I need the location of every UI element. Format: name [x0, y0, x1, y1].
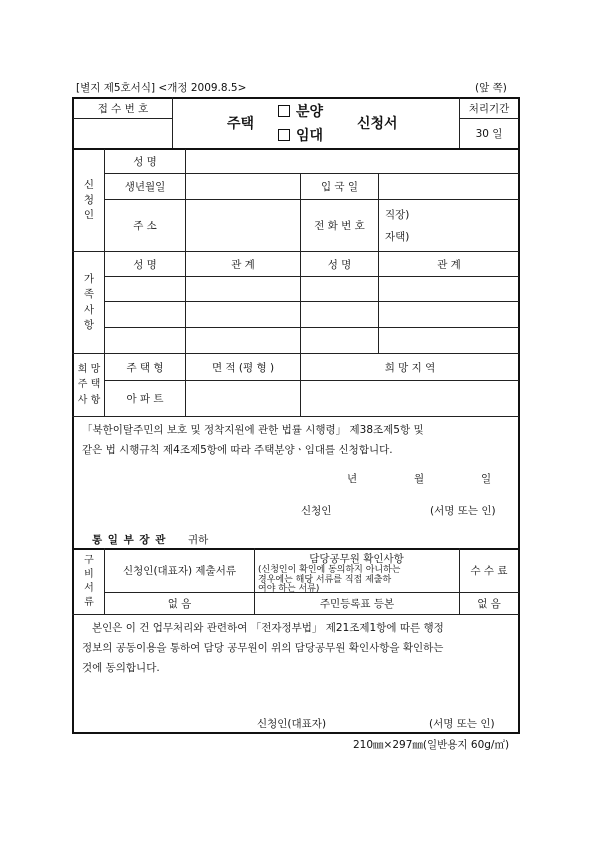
- consent-line-2: 정보의 공동이용을 통하여 담당 공무원이 위의 담당공무원 확인사항을 확인하는: [82, 642, 444, 654]
- family-relation-header-1: 관 계: [231, 258, 255, 271]
- birth-date-label: 생년월일: [124, 181, 166, 193]
- submit-docs-value: 없 음: [167, 598, 192, 610]
- official-check-label: 담당공무원 확인사항: [309, 553, 404, 565]
- form-tag: [별지 제5호서식] <개정 2009.8.5>: [76, 82, 247, 94]
- entry-date-field[interactable]: [379, 174, 519, 199]
- option-rent-label: 임대: [296, 128, 324, 144]
- declaration-line-1: 「북한이탈주민의 보호 및 정착지원에 관한 법률 시행령」 제38조제5항 및: [82, 424, 424, 436]
- fee-label: 수 수 료: [470, 565, 508, 577]
- title-prefix: 주택: [227, 116, 255, 132]
- phone-home-label: 자택): [385, 231, 410, 243]
- receipt-number-field[interactable]: [74, 119, 172, 148]
- applicant-name-label: 성 명: [133, 156, 157, 168]
- phone-label: 전 화 번 호: [314, 220, 365, 232]
- consent-sign-label: (서명 또는 인): [429, 718, 495, 730]
- page-side-label: (앞 쪽): [475, 82, 507, 94]
- option-sale[interactable]: [278, 101, 323, 121]
- family-name-header-2: 성 명: [327, 258, 352, 271]
- fee-value: 없 음: [477, 598, 501, 610]
- entry-date-label: 입 국 일: [320, 181, 359, 193]
- process-period-value: 30 일: [475, 128, 503, 140]
- date-month-label: 월: [414, 473, 425, 485]
- process-period-label: 처리기간: [468, 102, 510, 115]
- birth-date-field[interactable]: [186, 174, 300, 199]
- applicant-name-field[interactable]: [186, 150, 519, 173]
- date-year-label: 년: [347, 473, 358, 485]
- official-note-line-2: 경우에는 해당 서류를 직접 제출하: [258, 574, 392, 585]
- title-suffix: 신청서: [357, 116, 398, 132]
- addressee-suffix: 귀하: [188, 534, 209, 546]
- area-label: 면 적 (평 형 ): [211, 361, 275, 374]
- declaration-applicant-label: 신청인: [301, 505, 332, 517]
- address-label: 주 소: [133, 220, 157, 232]
- address-field[interactable]: [186, 200, 300, 251]
- paper-spec: 210㎜×297㎜(일반용지 60g/㎡): [353, 739, 510, 751]
- desired-region-label: 희 망 지 역: [384, 361, 436, 374]
- receipt-number-label: 접 수 번 호: [97, 102, 149, 115]
- house-type-label: 주 택 형: [126, 361, 164, 374]
- addressee-name: 통 일 부 장 관: [92, 534, 167, 546]
- documents-section-label: 구 비 서 류: [84, 554, 94, 608]
- option-sale-label: 분양: [296, 104, 324, 120]
- sale-checkbox-icon[interactable]: [278, 105, 290, 117]
- date-day-label: 일: [481, 473, 492, 485]
- official-note-line-3: 여야 하는 서류): [258, 584, 320, 594]
- family-section-label: 가 족 사 항: [83, 273, 95, 331]
- area-field[interactable]: [186, 381, 300, 416]
- family-name-header-1: 성 명: [133, 258, 157, 271]
- official-note-line-1: (신청인이 확인에 동의하지 아니하는: [258, 565, 401, 575]
- official-check-value: 주민등록표 등본: [319, 598, 395, 610]
- desired-house-section-label: 희 망 주 택 사 항: [77, 363, 101, 406]
- official-check-note: [258, 566, 401, 595]
- consent-line-1: 본인은 이 건 업무처리와 관련하여 「전자정부법」 제21조제1항에 따른 행정: [92, 622, 444, 634]
- family-relation-header-2: 관 계: [437, 258, 461, 271]
- declaration-line-2: 같은 법 시행규칙 제4조제5항에 따라 주택분양ㆍ임대를 신청합니다.: [82, 444, 393, 456]
- option-rent[interactable]: [278, 125, 323, 145]
- desired-region-field[interactable]: [301, 381, 519, 416]
- applicant-section-label: 신 청 인: [83, 178, 95, 222]
- applicant-submit-docs-label: 신청인(대표자) 제출서류: [123, 565, 236, 577]
- consent-line-3: 것에 동의합니다.: [82, 662, 160, 674]
- phone-work-label: 직장): [385, 209, 410, 221]
- rent-checkbox-icon[interactable]: [278, 129, 290, 141]
- consent-applicant-label: 신청인(대표자): [257, 718, 327, 730]
- house-type-value: 아 파 트: [126, 393, 164, 405]
- family-entry-rows[interactable]: [105, 277, 519, 353]
- declaration-sign-label: (서명 또는 인): [430, 505, 496, 517]
